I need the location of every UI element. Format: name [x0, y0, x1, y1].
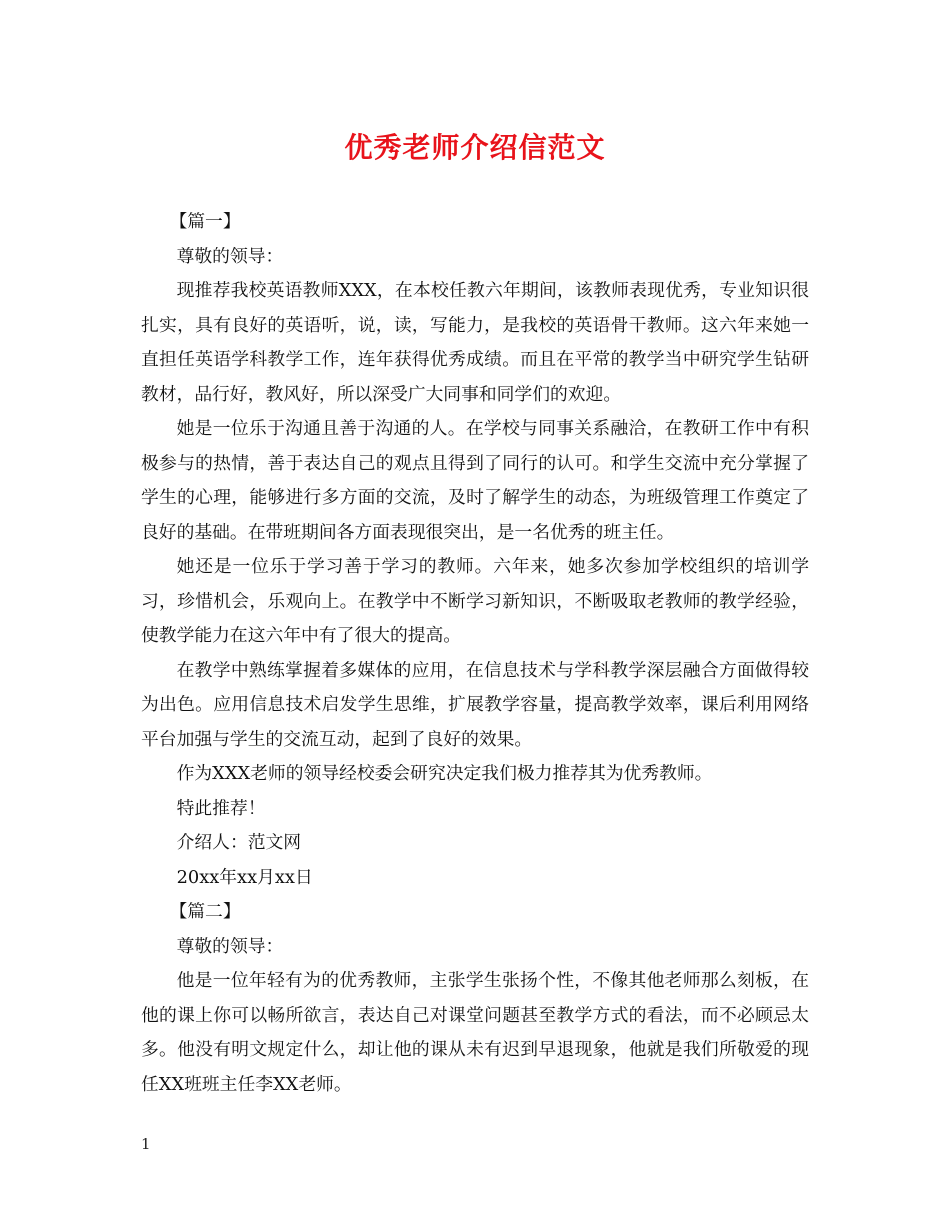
body-paragraph: 她还是一位乐于学习善于学习的教师。六年来，她多次参加学校组织的培训学习，珍惜机会，乐观向上。在教学中不断学习新知识，不断吸取老教师的教学经验，使教学能力在这六年中有了很大的提高。 — [141, 556, 809, 646]
closing-line: 特此推荐！ — [176, 797, 266, 819]
salutation: 尊敬的领导： — [176, 245, 284, 267]
page-number: 1 — [141, 1135, 151, 1153]
section-heading: 【篇一】 — [169, 211, 241, 232]
document-title: 优秀老师介绍信范文 — [344, 131, 606, 164]
signature-line: 介绍人：范文网 — [176, 832, 302, 853]
body-paragraph: 现推荐我校英语教师XXX，在本校任教六年期间，该教师表现优秀，专业知识很扎实，具有良好的英语听，说，读，写能力，是我校的英语骨干教师。这六年来她一直担任英语学科教学工作，连年获得优秀成绩。而且在平常的教学当中研究学生钻研教材，品行好，教风好，所以深受广大同事和同学们的欢迎。 — [141, 280, 809, 405]
date-line: 20xx年xx月xx日 — [176, 866, 313, 888]
body-paragraph: 他是一位年轻有为的优秀教师，主张学生张扬个性，不像其他老师那么刻板，在他的课上你可以畅所欲言，表达自己对课堂问题甚至教学方式的看法，而不必顾忌太多。他没有明文规定什么，却让他的课从未有迟到早退现象，他就是我们所敬爱的现任XX班班主任李XX老师。 — [141, 970, 809, 1095]
body-paragraph: 她是一位乐于沟通且善于沟通的人。在学校与同事关系融洽，在教研工作中有积极参与的热情，善于表达自己的观点且得到了同行的认可。和学生交流中充分掌握了学生的心理，能够进行多方面的交流，及时了解学生的动态，为班级管理工作奠定了良好的基础。在带班期间各方面表现很突出，是一名优秀的班主任。 — [141, 418, 809, 543]
salutation: 尊敬的领导： — [176, 935, 284, 957]
document-body — [141, 205, 809, 1102]
body-paragraph: 作为XXX老师的领导经校委会研究决定我们极力推荐其为优秀教师。 — [176, 763, 713, 784]
section-heading: 【篇二】 — [169, 901, 241, 922]
body-paragraph: 在教学中熟练掌握着多媒体的应用，在信息技术与学科教学深层融合方面做得较为出色。应用信息技术启发学生思维，扩展教学容量，提高教学效率，课后利用网络平台加强与学生的交流互动，起到了良好的效果。 — [141, 659, 809, 750]
